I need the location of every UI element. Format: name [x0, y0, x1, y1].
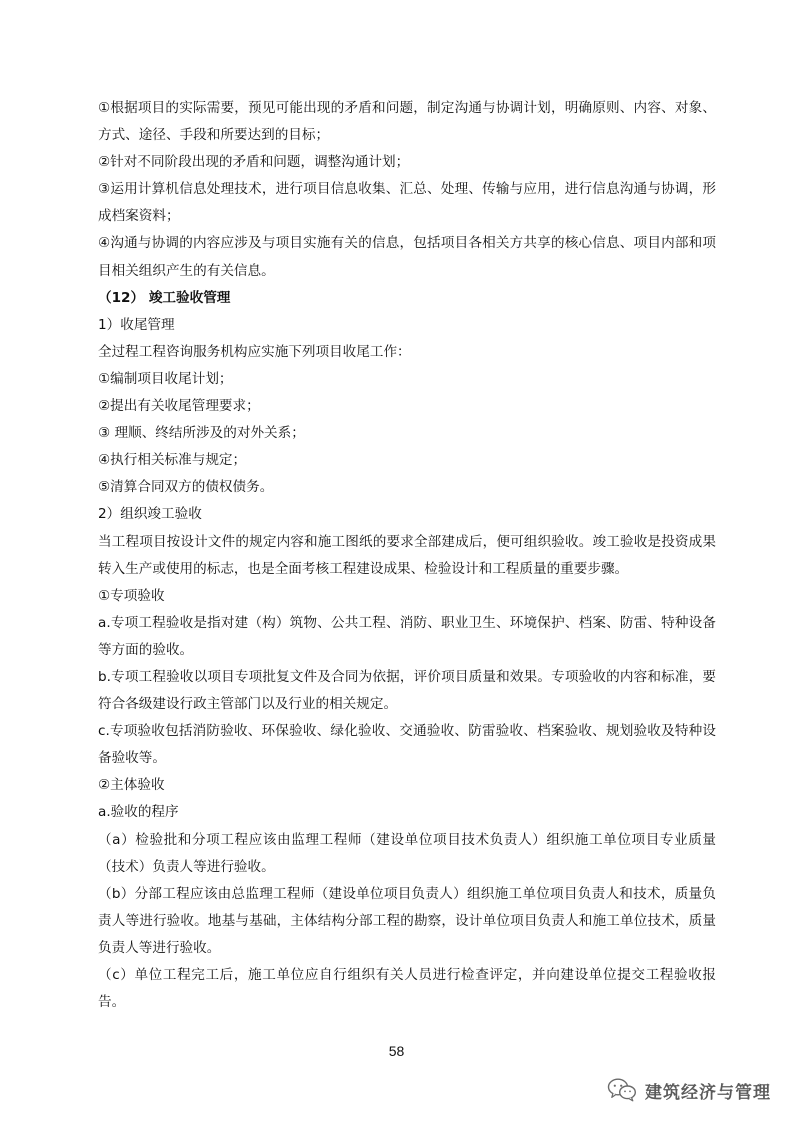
paragraph-information-technology: ③运用计算机信息处理技术，进行项目信息收集、汇总、处理、传输与应用，进行信息沟通与协调，形成档案资料； [98, 181, 716, 225]
subheading-acceptance-procedure: a.验收的程序 [98, 804, 179, 821]
paragraph-procedure-c: （c）单位工程完工后，施工单位应自行组织有关人员进行检查评定，并向建设单位提交工程验收报告。 [98, 967, 716, 1011]
paragraph-special-acceptance-a: a.专项工程验收是指对建（构）筑物、公共工程、消防、职业卫生、环境保护、档案、防雷、特种设备等方面的验收。 [98, 614, 716, 658]
paragraph-acceptance-intro: 当工程项目按设计文件的规定内容和施工图纸的要求全部建成后，便可组织验收。竣工验收是投资成果转入生产或使用的标志，也是全面考核工程建设成果、检验设计和工程质量的重要步骤。 [98, 533, 716, 577]
subheading-main-acceptance: ②主体验收 [98, 777, 165, 794]
paragraph-special-acceptance-b: b.专项工程验收以项目专项批复文件及合同为依据，评价项目质量和效果。专项验收的内容和标准，要符合各级建设行政主管部门以及行业的相关规定。 [98, 668, 716, 713]
paragraph-adjust-plan: ②针对不同阶段出现的矛盾和问题，调整沟通计划； [98, 154, 410, 171]
list-item-standards: ④执行相关标准与规定； [98, 452, 247, 469]
paragraph-coordination-content: ④沟通与协调的内容应涉及与项目实施有关的信息，包括项目各相关方共享的核心信息、项目内部和项目相关组织产生的有关信息。 [98, 235, 716, 279]
subheading-closeout-management: 1）收尾管理 [98, 316, 175, 333]
list-item-settle-debts: ⑤清算合同双方的债权债务。 [98, 479, 274, 496]
section-heading-completion-acceptance: （12） 竣工验收管理 [98, 289, 231, 306]
subheading-special-acceptance: ①专项验收 [98, 587, 165, 604]
subheading-organize-acceptance: 2）组织竣工验收 [98, 506, 202, 523]
paragraph-coordination-plan: ①根据项目的实际需要，预见可能出现的矛盾和问题，制定沟通与协调计划，明确原则、内容、对象、方式、途径、手段和所要达到的目标； [98, 100, 716, 144]
page-number: 58 [388, 1043, 405, 1059]
source-watermark [607, 1072, 771, 1108]
document-body [98, 95, 716, 1016]
list-item-external-relations: ③ 理顺、终结所涉及的对外关系； [98, 425, 305, 442]
paragraph-procedure-b: （b）分部工程应该由总监理工程师（建设单位项目负责人）组织施工单位项目负责人和技术，质量负责人等进行验收。地基与基础，主体结构分部工程的勘察，设计单位项目负责人和施工单位技术，质量负责人等进行验收。 [98, 885, 716, 956]
paragraph-procedure-a: （a）检验批和分项工程应该由监理工程师（建设单位项目技术负责人）组织施工单位项目专业质量（技术）负责人等进行验收。 [98, 831, 716, 875]
watermark-text: 建筑经济与管理 [645, 1082, 771, 1103]
list-item-closeout-plan: ①编制项目收尾计划； [98, 370, 233, 387]
wechat-icon [607, 1077, 637, 1103]
paragraph-special-acceptance-c: c.专项验收包括消防验收、环保验收、绿化验收、交通验收、防雷验收、档案验收、规划验收及特种设备验收等。 [98, 723, 716, 767]
paragraph-closeout-intro: 全过程工程咨询服务机构应实施下列项目收尾工作： [98, 343, 411, 360]
list-item-closeout-requirements: ②提出有关收尾管理要求； [98, 398, 260, 415]
